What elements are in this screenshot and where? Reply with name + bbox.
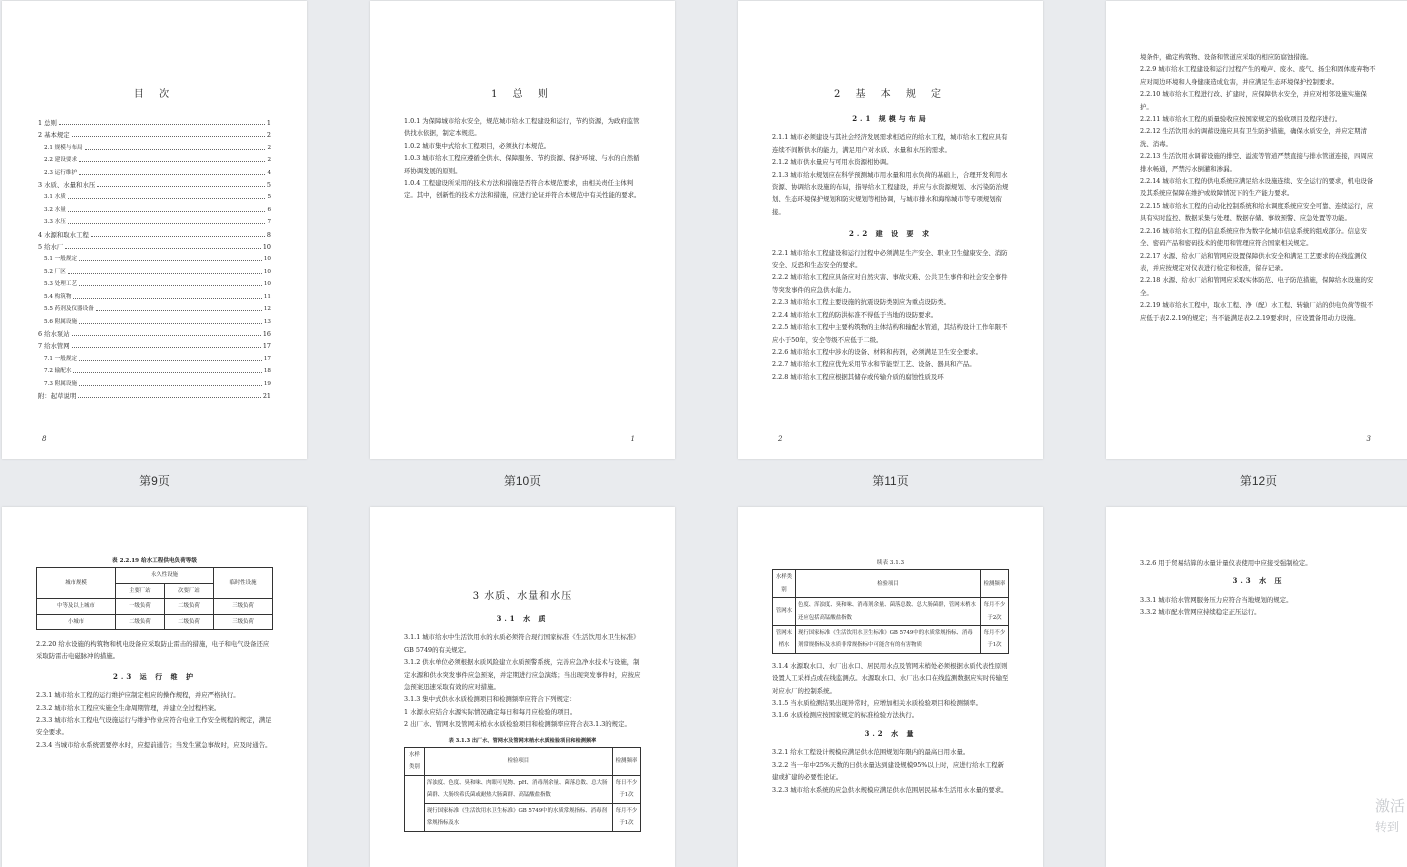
chapter-title: 1 总 则 bbox=[491, 89, 554, 100]
table-header: 检测频率 bbox=[980, 570, 1008, 598]
table-cell: 二级负荷 bbox=[164, 599, 213, 614]
section-heading: 2.1 规模与布局 bbox=[852, 114, 929, 123]
paragraph: 2.1.1 城市必须建设与其社会经济发展需求相适应的给水工程，城市给水工程应具有连续不间断供水的能力，满足用户对水质、水量和水压的需求。 bbox=[772, 133, 1008, 154]
toc-entry bbox=[38, 154, 271, 166]
toc-entry-page: 11 bbox=[263, 293, 271, 300]
paragraph: 2.3.3 城市给水工程电气设施运行与维护作业应符合电业工作安全规程的规定，满足安全要求。 bbox=[36, 716, 272, 737]
toc-entry-title: 附：起草说明 bbox=[38, 391, 77, 400]
document-page[interactable] bbox=[738, 507, 1043, 867]
table-row bbox=[37, 599, 273, 614]
section-heading: 2.2 建 设 要 求 bbox=[849, 229, 932, 239]
toc-entry-page: 18 bbox=[263, 368, 271, 375]
toc-entry bbox=[38, 365, 271, 377]
paragraph-group bbox=[36, 689, 273, 751]
paragraph: 2.2.5 城市给水工程中主要构筑物的主体结构和输配水管道，其结构设计工作年限不应小于50年，安全等级不应低于二级。 bbox=[772, 323, 1008, 344]
paragraph: 1 水源水应结合水源实际情况确定每日和每月应检验的项目。 bbox=[404, 707, 577, 716]
page-body bbox=[772, 557, 1009, 796]
toc-entry-title: 2.1 规模与布局 bbox=[44, 144, 83, 151]
toc-entry-title: 3.3 水压 bbox=[44, 219, 66, 226]
paragraph: 2.3.2 城市给水工程应实施全生命周期管理，并建立全过程档案。 bbox=[36, 703, 221, 712]
paragraph: 2.2.19 城市给水工程中，取水工程、净（配）水工程、转输厂站的供电负荷等级不应低于表2.2.19的规定；当不能满足表2.2.19要求时，应设置备用动力设施。 bbox=[1140, 301, 1374, 322]
toc-entry-page: 5 bbox=[267, 194, 271, 201]
watermark-line: 激活 bbox=[1374, 798, 1405, 815]
page-label[interactable]: 第11页 bbox=[872, 474, 909, 488]
table-header: 检验项目 bbox=[424, 748, 612, 776]
document-page[interactable] bbox=[2, 1, 307, 459]
paragraph: 2.2.13 生活饮用水调蓄设施的排空、溢流等管道严禁直接与排水管道连接，四周应排水畅通，严禁污水倒灌和渗漏。 bbox=[1140, 152, 1374, 173]
toc-entry-title: 5.4 构筑物 bbox=[44, 293, 72, 300]
toc-entry-title: 2 基本规定 bbox=[38, 131, 70, 140]
toc-entry-page: 10 bbox=[263, 281, 271, 288]
page-number: 3 bbox=[1366, 435, 1371, 443]
toc-entry bbox=[38, 266, 271, 278]
chapter-title: 3 水质、水量和水压 bbox=[472, 591, 573, 602]
toc-leader bbox=[78, 390, 261, 398]
toc-leader bbox=[85, 142, 266, 150]
paragraph: 2.2.18 水源、给水厂站和管网应采取实体防范、电子防范措施，保障给水设施的安全。 bbox=[1140, 276, 1374, 297]
toc-leader bbox=[79, 316, 262, 324]
page-label[interactable]: 第12页 bbox=[1239, 474, 1278, 488]
toc-entry bbox=[38, 253, 271, 265]
table-caption: 表 2.2.19 给水工程供电负荷等级 bbox=[112, 558, 197, 564]
paragraph: 3.2.1 给水工程设计规模应满足供水范围规划年限内的最高日用水量。 bbox=[772, 748, 970, 757]
paragraph: 2.1.2 城市供水量应与可用水资源相协调。 bbox=[772, 158, 893, 167]
section-heading: 2.3 运 行 维 护 bbox=[113, 671, 196, 681]
paragraph: 2.2.12 生活饮用水的调蓄设施应具有卫生防护措施，确保水质安全，并应定期清洗、消毒。 bbox=[1140, 127, 1367, 148]
paragraph-group bbox=[36, 638, 273, 663]
table-row bbox=[37, 614, 273, 629]
toc-entry bbox=[38, 216, 271, 228]
toc-entry-page: 2 bbox=[266, 131, 271, 140]
toc-entry-page: 10 bbox=[262, 243, 271, 252]
document-page[interactable] bbox=[370, 507, 675, 867]
toc-entry-page: 8 bbox=[266, 230, 271, 239]
table-cell: 二级负荷 bbox=[115, 614, 164, 629]
document-page[interactable] bbox=[1106, 1, 1407, 459]
table-header: 水样类别 bbox=[773, 570, 796, 598]
table-caption: 表 3.1.3 出厂水、管网水及管网末梢水水质检验项目和检测频率 bbox=[448, 737, 597, 744]
toc-leader bbox=[79, 353, 262, 361]
toc-leader bbox=[79, 167, 265, 175]
table-cell: 管网水 bbox=[773, 598, 796, 626]
toc-leader bbox=[96, 303, 262, 311]
chapter-title: 2 基 本 规 定 bbox=[833, 89, 948, 100]
paragraph: 境条件，确定构筑物、设备和管道应采取的相应防腐蚀措施。 bbox=[1140, 53, 1313, 61]
table-header: 检测频率 bbox=[612, 748, 640, 776]
paragraph: 1.0.1 为保障城市给水安全，规范城市给水工程建设和运行，节约资源，为政府监管供找水依据，制定本规范。 bbox=[404, 117, 640, 138]
toc-leader bbox=[68, 204, 266, 212]
toc-entry bbox=[38, 241, 271, 253]
page-body bbox=[1140, 51, 1377, 324]
paragraph: 3.3.1 城市给水管网服务压力应符合当地规划的规定。 bbox=[1140, 595, 1293, 604]
paragraph: 3.2.2 当一年中25%天数的日供水量达到建设规模95%以上时，应进行给水工程新建或扩建的必要性论证。 bbox=[772, 760, 1005, 782]
paragraph: 2.2.8 城市给水工程应根据其储存或传输介质的腐蚀性质及环 bbox=[772, 372, 944, 381]
toc-entry bbox=[38, 353, 271, 365]
toc-entry-page: 21 bbox=[262, 391, 271, 400]
paragraph: 2.2.3 城市给水工程主要设施的抗震设防类别应为重点设防类。 bbox=[772, 298, 951, 307]
paragraph-group bbox=[772, 746, 1009, 796]
table-cell: 中等及以上城市 bbox=[37, 599, 116, 614]
toc-entry-page: 13 bbox=[263, 318, 271, 325]
toc-entry-page: 10 bbox=[263, 256, 271, 263]
toc-leader bbox=[68, 266, 262, 274]
toc-entry bbox=[38, 129, 271, 141]
toc-leader bbox=[79, 378, 262, 386]
load-table bbox=[36, 567, 273, 630]
toc-entry-title: 5.2 厂区 bbox=[44, 268, 66, 275]
page-number: 1 bbox=[630, 435, 635, 443]
paragraph: 2 出厂水、管网水及管网末梢水水质检验项目和检测频率应符合表3.1.3的规定。 bbox=[404, 720, 631, 729]
paragraph: 2.2.1 城市给水工程建设和运行过程中必须满足生产安全、职业卫生健康安全、消防安全、反恐和生态安全的要求。 bbox=[772, 248, 1008, 270]
toc-entry-page: 10 bbox=[263, 268, 271, 275]
toc-entry-page: 16 bbox=[262, 329, 271, 338]
toc-entry bbox=[38, 328, 271, 340]
toc-entry-title: 3 水质、水量和水压 bbox=[38, 181, 96, 190]
toc-entry bbox=[38, 229, 271, 241]
document-page[interactable] bbox=[738, 1, 1043, 459]
toc-entry-page: 5 bbox=[266, 181, 271, 190]
section-heading: 3.1 水 质 bbox=[496, 614, 549, 623]
page-body bbox=[1140, 557, 1377, 619]
toc-leader bbox=[65, 241, 261, 249]
table-cell: 一级负荷 bbox=[115, 599, 164, 614]
table-of-contents bbox=[38, 117, 271, 402]
table-cell: 每月不少于1次 bbox=[612, 803, 640, 831]
page-number: 2 bbox=[778, 435, 783, 443]
page-number: 8 bbox=[42, 435, 47, 443]
toc-leader bbox=[97, 179, 265, 187]
toc-leader bbox=[73, 291, 261, 299]
table-header: 永久性设施 bbox=[115, 568, 213, 583]
paragraph-group bbox=[772, 660, 1009, 722]
toc-entry-title: 7.2 输配水 bbox=[44, 368, 72, 375]
paragraph: 1.0.3 城市给水工程应遵循全供水、保障服务、节约资源、保护环境、与水的自然循环协调发展的原则。 bbox=[404, 154, 640, 175]
toc-entry bbox=[38, 303, 271, 315]
toc-leader bbox=[91, 229, 265, 237]
toc-entry-title: 7.1 一般规定 bbox=[44, 355, 78, 362]
paragraph: 2.2.16 城市给水工程的信息系统应作为数字化城市信息系统的组成部分。信息安全、密码产品和密码技术的使用和管理应符合国家相关规定。 bbox=[1140, 226, 1367, 248]
paragraph-group bbox=[772, 247, 1009, 383]
toc-entry bbox=[38, 340, 271, 352]
toc-entry-page: 12 bbox=[263, 306, 271, 313]
toc-entry-title: 2.2 建设要求 bbox=[44, 157, 78, 164]
paragraph: 3.1.2 供水单位必须根据水质风险建立水质预警系统，完善应急净水技术与设施，制定水源和供水突发事件应急预案，并定期进行应急演练；当出现突发事件时，应按应急预案迅速采取有效的应对措施。 bbox=[404, 658, 641, 692]
paragraph: 2.2.9 城市给水工程建设和运行过程产生的噪声、废水、废气、扬尘和固体废弃物不应对周边环境和人身健康造成危害，并应满足生态环境保护控制要求。 bbox=[1140, 65, 1376, 86]
page-label[interactable]: 第10页 bbox=[503, 474, 542, 488]
paragraph-group bbox=[772, 131, 1009, 218]
toc-leader bbox=[72, 328, 261, 336]
toc-leader bbox=[73, 365, 261, 373]
table-cell: 管网末梢水 bbox=[773, 626, 796, 654]
toc-entry-page: 17 bbox=[262, 342, 271, 351]
toc-leader bbox=[79, 253, 262, 261]
toc-entry-title: 6 给水泵站 bbox=[38, 329, 70, 338]
toc-leader bbox=[68, 191, 266, 199]
toc-entry-title: 3.1 水质 bbox=[44, 194, 66, 201]
table-header: 临时性设施 bbox=[213, 568, 272, 599]
document-page[interactable] bbox=[2, 507, 307, 867]
table-caption: 续表 3.1.3 bbox=[876, 560, 905, 566]
toc-leader bbox=[59, 117, 265, 125]
table-header: 主要厂站 bbox=[115, 583, 164, 598]
toc-entry-title: 5.3 处理工艺 bbox=[44, 281, 78, 288]
table-header: 水样类别 bbox=[405, 748, 425, 776]
toc-entry-title: 5.5 药剂及仪器设备 bbox=[44, 306, 94, 313]
toc-entry-page: 7 bbox=[267, 219, 271, 226]
paragraph: 3.1.4 水源取水口、水厂出水口、居民用水点及管网末梢处必须根据水质代表性原则设置人工采样点或在线监测点。水源取水口、水厂出水口在线监测数据应实时传输至对应水厂的控制系统。 bbox=[772, 661, 1009, 695]
toc-entry bbox=[38, 179, 271, 191]
paragraph: 3.1.6 水质检测应按国家规定的标准检验方法执行。 bbox=[772, 711, 919, 720]
paragraph: 2.2.15 城市给水工程的自动化控制系统和给水调度系统应安全可靠、连续运行，应具有实时监控、数据采集与处理、数据存储、事故预警、应急处置等功能。 bbox=[1140, 201, 1374, 223]
toc-entry-page: 17 bbox=[263, 355, 271, 362]
table-cell: 三级负荷 bbox=[213, 599, 272, 614]
toc-entry-title: 4 水源和取水工程 bbox=[38, 230, 89, 239]
page-body bbox=[404, 115, 641, 202]
toc-entry bbox=[38, 117, 271, 129]
table-header: 城市规模 bbox=[37, 568, 116, 599]
toc-leader bbox=[79, 278, 262, 286]
table-row bbox=[405, 775, 641, 803]
page-body bbox=[772, 107, 1009, 383]
page-body bbox=[36, 555, 273, 751]
toc-entry bbox=[38, 390, 271, 402]
toc-entry bbox=[38, 378, 271, 390]
toc-entry bbox=[38, 278, 271, 290]
paragraph: 3.1.5 当水质检测结果出现异常时，应增加相关水质检验项目和检测频率。 bbox=[772, 699, 983, 708]
toc-entry-page: 2 bbox=[267, 157, 271, 164]
quality-table bbox=[404, 747, 641, 831]
paragraph: 2.3.4 当城市给水系统需要停水时，应提前通告；当发生紧急事故时，应及时通告。 bbox=[36, 740, 272, 749]
paragraph: 2.2.17 水源、给水厂站和管网应设置保障供水安全和满足工艺要求的在线监测仪表，并应按规定对仪表进行检定和校准，留存记录。 bbox=[1140, 251, 1367, 272]
toc-entry-title: 5 给水厂 bbox=[38, 243, 64, 252]
table-cell: 每月不少于1次 bbox=[980, 626, 1008, 654]
paragraph: 2.2.11 城市给水工程的质量验收应按国家规定的验收项目及程序进行。 bbox=[1140, 115, 1342, 124]
table-cell: 三级负荷 bbox=[213, 614, 272, 629]
activation-watermark bbox=[1375, 797, 1405, 837]
toc-entry bbox=[38, 204, 271, 216]
table-cell: 小城市 bbox=[37, 614, 116, 629]
table-cell bbox=[405, 775, 425, 831]
paragraph: 3.3.2 城市配水管网应持续稳定正压运行。 bbox=[1140, 608, 1261, 617]
toc-entry-title: 5.6 附属设施 bbox=[44, 318, 78, 325]
toc-title: 目 次 bbox=[133, 89, 176, 100]
toc-entry bbox=[38, 167, 271, 179]
watermark-line: 转到 bbox=[1374, 820, 1399, 834]
table-cell: 现行国家标准《生活饮用水卫生标准》GB 5749中的水质常规指标、消毒剂常规指标及水 bbox=[424, 803, 612, 831]
toc-entry-title: 5.1 一般规定 bbox=[44, 256, 78, 263]
toc-entry-page: 4 bbox=[267, 169, 271, 176]
quality-table-continued bbox=[772, 569, 1009, 653]
toc-leader bbox=[72, 129, 265, 137]
toc-entry-page: 2 bbox=[267, 144, 271, 151]
paragraph: 3.2.3 城市给水系统的应急供水规模应满足供水范围居民基本生活用水水量的要求。 bbox=[772, 785, 1008, 794]
paragraph-group bbox=[1140, 557, 1377, 569]
table-row bbox=[773, 626, 1009, 654]
paragraph: 3.1.3 集中式供水水质检测项目和检测频率应符合下列规定： bbox=[404, 695, 576, 704]
paragraph-group bbox=[404, 631, 641, 730]
toc-entry bbox=[38, 316, 271, 328]
page-body bbox=[404, 607, 641, 832]
toc-leader bbox=[68, 216, 266, 224]
paragraph: 2.3.1 城市给水工程的运行维护应制定相应的操作规程，并应严格执行。 bbox=[36, 691, 240, 700]
table-cell: 二级负荷 bbox=[164, 614, 213, 629]
toc-entry-page: 19 bbox=[263, 380, 271, 387]
table-row bbox=[773, 598, 1009, 626]
paragraph: 2.2.14 城市给水工程的供电系统应满足给水设施连续、安全运行的要求，机电设备及其系统应保障在维护或故障情况下的生产能力要求。 bbox=[1140, 177, 1374, 198]
paragraph: 3.2.6 用于贸易结算的水量计量仪表使用中应接受强制检定。 bbox=[1140, 559, 1312, 567]
paragraph: 2.2.4 城市给水工程的防洪标准不得低于当地的设防要求。 bbox=[772, 310, 938, 319]
table-row bbox=[405, 803, 641, 831]
table-header: 次要厂站 bbox=[164, 583, 213, 598]
table-cell: 浑浊度、色度、臭和味、肉眼可见物、pH、消毒剂余量、菌落总数、总大肠菌群、大肠埃希氏菌或耐热大肠菌群、高锰酸盐指数 bbox=[424, 775, 612, 803]
toc-leader bbox=[79, 154, 265, 162]
paragraph: 2.2.2 城市给水工程应具备应对自然灾害、事故灾难、公共卫生事件和社会安全事件等突发事件的应急供水能力。 bbox=[772, 273, 1008, 294]
section-heading: 3.3 水 压 bbox=[1232, 576, 1285, 586]
paragraph: 2.2.7 城市给水工程应优先采用节水和节能型工艺、设备、器具和产品。 bbox=[772, 360, 976, 369]
paragraph: 1.0.2 城市集中式给水工程项目，必须执行本规范。 bbox=[404, 141, 551, 150]
toc-entry bbox=[38, 142, 271, 154]
table-cell: 现行国家标准《生活饮用水卫生标准》GB 5749中的水质常规指标、消毒剂常规指标及水质非常规指标中可能含有的有害物质 bbox=[795, 626, 980, 654]
document-page[interactable] bbox=[370, 1, 675, 459]
toc-entry-title: 2.3 运行维护 bbox=[44, 169, 78, 176]
paragraph: 2.2.20 给水设施的构筑物和机电设备应采取防止雷击的措施，电子和电气设备还应采取防雷击电磁脉冲的措施。 bbox=[36, 640, 270, 661]
toc-entry-title: 7 给水管网 bbox=[38, 342, 70, 351]
section-heading: 3.2 水 量 bbox=[864, 728, 917, 738]
toc-entry-title: 1 总则 bbox=[38, 119, 57, 127]
paragraph: 2.2.6 城市给水工程中涉水的设备、材料和药剂，必须满足卫生安全要求。 bbox=[772, 347, 983, 356]
paragraph: 3.1.1 城市给水中生活饮用水的水质必须符合现行国家标准《生活饮用水卫生标准》GB 5749的有关规定。 bbox=[404, 633, 640, 654]
toc-entry bbox=[38, 191, 271, 203]
toc-entry-title: 7.3 附属设施 bbox=[44, 380, 78, 387]
paragraph-group bbox=[1140, 594, 1377, 619]
toc-leader bbox=[72, 340, 261, 348]
paragraph: 1.0.4 工程建设所采用的技术方法和措施是否符合本规范要求，由相关责任主体判定。其中，创新性的技术方法和措施，应进行论证并符合本规范中有关性能的要求。 bbox=[404, 179, 641, 200]
page-label[interactable]: 第9页 bbox=[139, 474, 170, 488]
table-cell: 每月不少于2次 bbox=[980, 598, 1008, 626]
toc-entry bbox=[38, 291, 271, 303]
document-page[interactable] bbox=[1106, 507, 1407, 867]
toc-entry-page: 6 bbox=[267, 206, 271, 213]
table-cell: 每日不少于1次 bbox=[612, 775, 640, 803]
toc-entry-title: 3.2 水量 bbox=[44, 206, 66, 213]
table-header: 检验项目 bbox=[795, 570, 980, 598]
toc-entry-page: 1 bbox=[266, 119, 271, 127]
paragraph: 2.1.3 城市给水规划应在科学预测城市用水量和用水负荷的基础上，合理开发利用水资源、协调给水设施的布局，指导给水工程建设，并应与水资源规划、水污染防治规划、生态环境保护规划和防灾规划等相协调，与城市排水和海绵城市等专项规划衔接。 bbox=[772, 170, 1009, 216]
paragraph: 2.2.10 城市给水工程进行改、扩建时，应保障供水安全，并应对相邻设施实施保护。 bbox=[1140, 90, 1367, 111]
table-cell: 色度、浑浊度、臭和味、消毒剂余量、菌落总数、总大肠菌群，管网末梢水还应包括高锰酸盐指数 bbox=[795, 598, 980, 626]
